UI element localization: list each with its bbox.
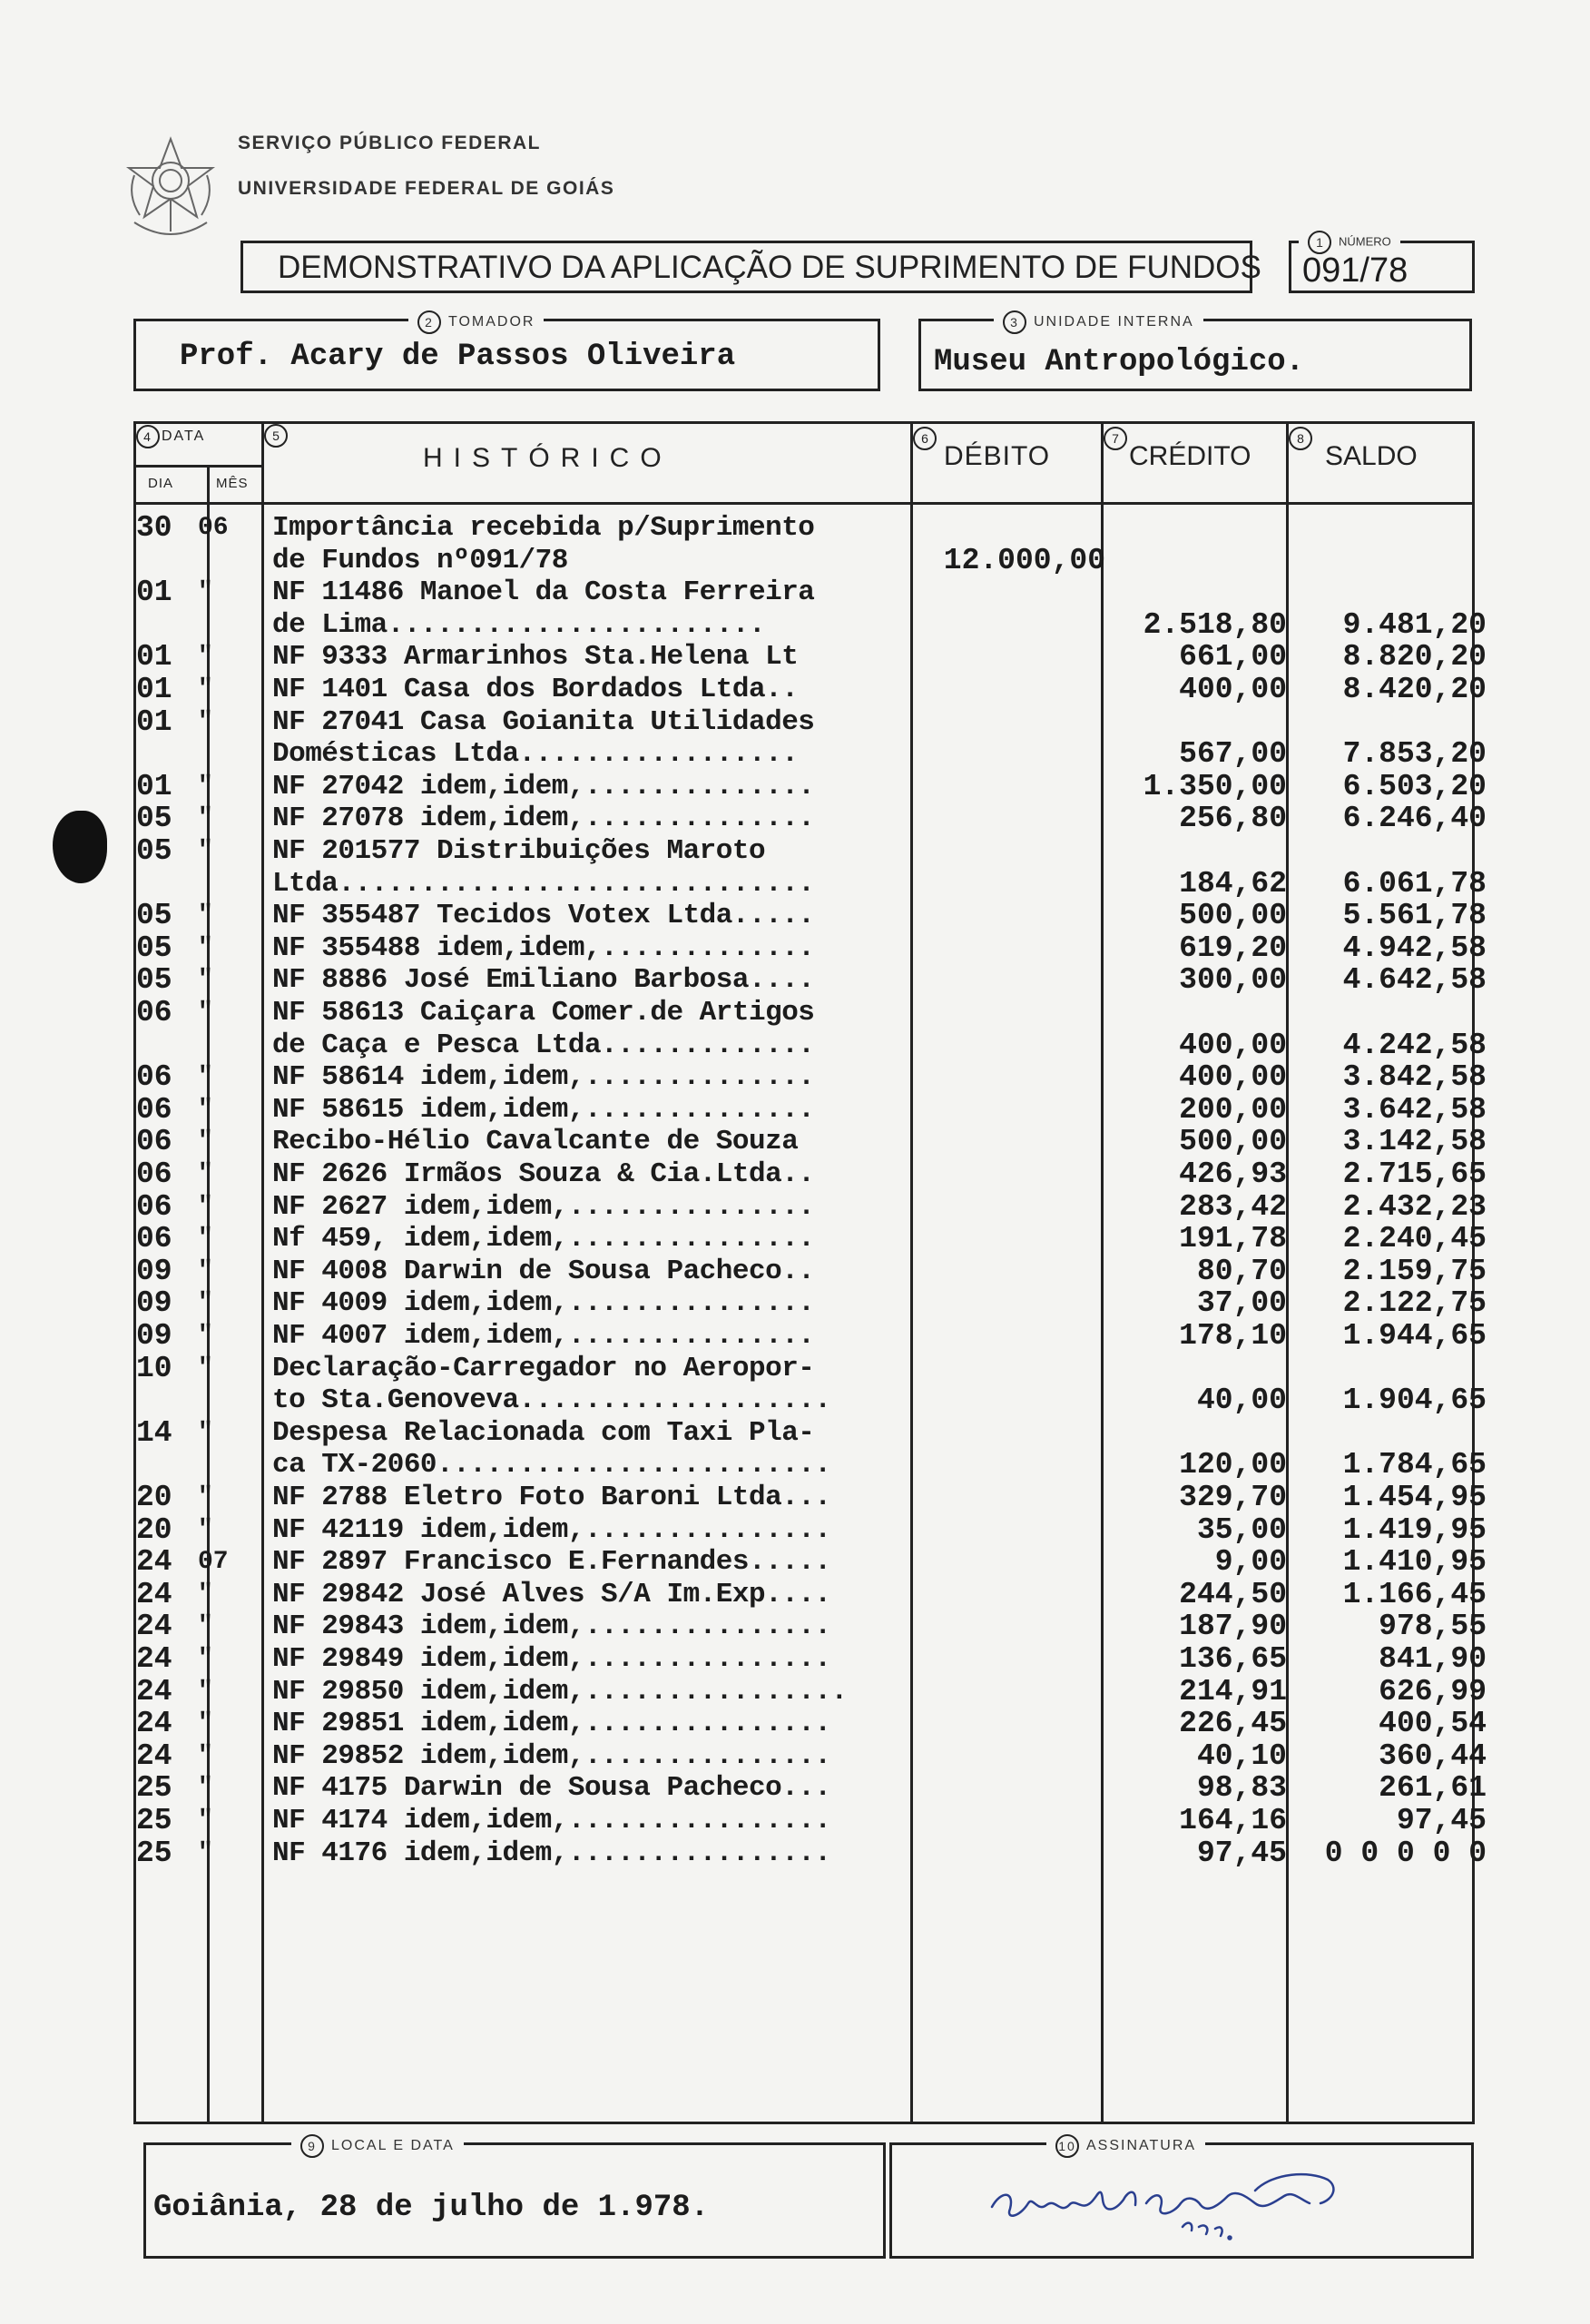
row-dia: 14 [136,1416,172,1450]
field-number-badge: 5 [264,424,288,448]
row-saldo: 5.561,78 [1342,899,1487,932]
row-mes: " [198,1774,213,1802]
field-number-badge: 9 [300,2134,324,2158]
unidade-value: Museu Antropológico. [934,345,1305,379]
row-credito: 2.518,80 [1143,608,1287,642]
row-historico: NF 4174 idem,idem,................ [272,1806,831,1837]
row-dia: 09 [136,1255,172,1288]
row-mes: " [198,1709,213,1738]
row-dia: 09 [136,1286,172,1320]
row-mes: " [198,578,213,606]
row-saldo: 2.715,65 [1342,1157,1487,1191]
row-dia: 06 [136,1157,172,1191]
row-dia: 24 [136,1739,172,1773]
row-saldo: 1.454,95 [1342,1481,1487,1514]
row-mes: " [198,966,213,994]
row-credito: 9,00 [1214,1545,1287,1579]
row-dia: 06 [136,1125,172,1158]
col-header-badge-5 [264,424,295,448]
row-historico: NF 4175 Darwin de Sousa Pacheco... [272,1773,831,1804]
row-mes: " [198,999,213,1027]
row-credito: 35,00 [1196,1513,1287,1547]
row-mes: 07 [198,1548,229,1576]
row-mes: " [198,1063,213,1091]
row-credito: 329,70 [1179,1481,1287,1514]
row-credito: 187,90 [1179,1610,1287,1643]
row-historico: Ltda............................. [272,869,815,900]
row-mes: " [198,1354,213,1383]
row-historico: NF 58615 idem,idem,.............. [272,1095,815,1126]
row-historico: NF 2626 Irmãos Souza & Cia.Ltda.. [272,1159,815,1190]
hole-punch-mark [53,811,107,883]
row-credito: 619,20 [1179,931,1287,965]
row-credito: 400,00 [1179,673,1287,706]
row-mes: " [198,901,213,930]
row-credito: 661,00 [1179,640,1287,674]
numero-value: 091/78 [1302,251,1408,290]
row-mes: " [198,1322,213,1350]
row-historico: NF 4008 Darwin de Sousa Pacheco.. [272,1256,815,1287]
row-historico: NF 355487 Tecidos Votex Ltda..... [272,901,815,931]
row-historico: NF 27042 idem,idem,.............. [272,772,815,803]
row-saldo: 2.432,23 [1342,1190,1487,1224]
row-saldo: 9.481,20 [1342,608,1487,642]
row-saldo: 3.142,58 [1342,1125,1487,1158]
row-historico: NF 9333 Armarinhos Sta.Helena Lt [272,642,799,673]
row-dia: 01 [136,576,172,609]
row-mes: " [198,804,213,832]
row-historico: Importância recebida p/Suprimento [272,513,815,544]
field-number-badge: 8 [1289,427,1312,450]
row-dia: 20 [136,1481,172,1514]
row-credito: 1.350,00 [1143,770,1287,803]
row-historico: Declaração-Carregador no Aeropor- [272,1354,815,1384]
coat-of-arms-seal [116,132,225,250]
row-historico: NF 2897 Francisco E.Fernandes..... [272,1547,831,1578]
unidade-label: UNIDADE INTERNA [1034,314,1194,330]
row-dia: 01 [136,640,172,674]
row-historico: ca TX-2060........................ [272,1450,831,1481]
row-saldo: 626,99 [1379,1675,1487,1709]
row-credito: 97,45 [1196,1837,1287,1870]
row-dia: 25 [136,1837,172,1870]
row-dia: 05 [136,802,172,835]
row-credito: 226,45 [1179,1707,1287,1740]
row-credito: 184,62 [1179,867,1287,901]
col-header-debito-label: DÉBITO [944,441,1051,471]
row-mes: " [198,1128,213,1156]
row-dia: 24 [136,1545,172,1579]
row-saldo: 8.820,20 [1342,640,1487,674]
row-credito: 37,00 [1196,1286,1287,1320]
row-dia: 01 [136,673,172,706]
row-saldo: 2.159,75 [1342,1255,1487,1288]
col-divider-date-hist [261,421,264,2124]
col-header-dia: DIA [148,476,174,491]
row-credito: 500,00 [1179,1125,1287,1158]
row-saldo: 261,61 [1379,1771,1487,1805]
row-saldo: 841,90 [1379,1642,1487,1676]
row-mes: " [198,708,213,736]
handwritten-signature [983,2163,1400,2254]
row-mes: " [198,773,213,801]
row-mes: " [198,1839,213,1867]
row-historico: de Lima....................... [272,610,766,641]
row-historico: NF 1401 Casa dos Bordados Ltda.. [272,675,799,705]
col-header-saldo-label: SALDO [1325,441,1418,471]
row-saldo: 1.410,95 [1342,1545,1487,1579]
row-credito: 256,80 [1179,802,1287,835]
row-historico: NF 29849 idem,idem,............... [272,1644,831,1675]
row-saldo: 6.061,78 [1342,867,1487,901]
row-credito: 300,00 [1179,963,1287,997]
row-dia: 01 [136,705,172,739]
row-credito: 98,83 [1196,1771,1287,1805]
row-saldo: 978,55 [1379,1610,1487,1643]
row-historico: NF 29852 idem,idem,............... [272,1741,831,1772]
field-number-badge: 1 [1308,231,1331,254]
row-saldo: 2.122,75 [1342,1286,1487,1320]
row-dia: 05 [136,834,172,868]
local-data-value: Goiânia, 28 de julho de 1.978. [153,2191,710,2225]
row-historico: Despesa Relacionada com Taxi Pla- [272,1418,815,1449]
row-historico: Recibo-Hélio Cavalcante de Souza [272,1127,799,1157]
tomador-value: Prof. Acary de Passos Oliveira [180,340,736,374]
row-saldo: 4.642,58 [1342,963,1487,997]
row-credito: 200,00 [1179,1093,1287,1127]
row-dia: 25 [136,1804,172,1837]
row-historico: NF 4007 idem,idem,............... [272,1321,815,1352]
row-saldo: 2.240,45 [1342,1222,1487,1256]
row-dia: 05 [136,931,172,965]
row-mes: " [198,643,213,671]
row-mes: " [198,1678,213,1706]
row-historico: NF 2788 Eletro Foto Baroni Ltda... [272,1482,831,1513]
row-credito: 80,70 [1196,1255,1287,1288]
row-debito: 12.000,00 [943,544,1105,577]
row-dia: 06 [136,996,172,1029]
row-historico: NF 29842 José Alves S/A Im.Exp.... [272,1580,831,1610]
row-credito: 191,78 [1179,1222,1287,1256]
row-mes: " [198,1742,213,1770]
row-saldo: 97,45 [1396,1804,1487,1837]
row-dia: 06 [136,1190,172,1224]
row-historico: NF 29850 idem,idem,................ [272,1677,848,1708]
row-historico: NF 58613 Caiçara Comer.de Artigos [272,998,815,1029]
row-saldo: 400,54 [1379,1707,1487,1740]
field-number-badge: 6 [913,427,937,450]
row-credito: 244,50 [1179,1578,1287,1611]
row-mes: " [198,1807,213,1835]
row-historico: to Sta.Genoveva................... [272,1385,831,1416]
row-mes: " [198,1257,213,1285]
row-credito: 178,10 [1179,1319,1287,1353]
row-dia: 01 [136,770,172,803]
row-mes: " [198,1419,213,1447]
row-saldo: 7.853,20 [1342,737,1487,771]
row-mes: 06 [198,514,229,542]
row-mes: " [198,1483,213,1512]
table-header-divider [133,502,1475,505]
row-historico: Domésticas Ltda................. [272,739,799,770]
numero-label: NÚMERO [1339,234,1391,249]
field-number-badge: 4 [136,425,160,448]
row-historico: Nf 459, idem,idem,............... [272,1224,815,1255]
row-historico: NF 4176 idem,idem,................ [272,1838,831,1869]
row-mes: " [198,1289,213,1317]
row-mes: " [198,1160,213,1188]
row-dia: 20 [136,1513,172,1547]
row-dia: 24 [136,1642,172,1676]
header-university-line: UNIVERSIDADE FEDERAL DE GOIÁS [238,178,615,199]
row-dia: 24 [136,1675,172,1709]
col-divider-debito-credito [1101,421,1104,2124]
row-dia: 09 [136,1319,172,1353]
tomador-label: TOMADOR [448,314,535,330]
row-dia: 10 [136,1352,172,1385]
row-saldo: 1.784,65 [1342,1448,1487,1482]
row-historico: NF 11486 Manoel da Costa Ferreira [272,577,815,608]
row-mes: " [198,934,213,962]
row-historico: NF 355488 idem,idem,............. [272,933,815,964]
row-credito: 500,00 [1179,899,1287,932]
row-historico: NF 29843 idem,idem,............... [272,1611,831,1642]
row-saldo: 1.166,45 [1342,1578,1487,1611]
row-credito: 400,00 [1179,1029,1287,1062]
row-dia: 25 [136,1771,172,1805]
document-title-box [240,241,1261,293]
row-dia: 05 [136,963,172,997]
document-title: DEMONSTRATIVO DA APLICAÇÃO DE SUPRIMENTO DE FUNDOS [278,250,1261,285]
row-saldo: 6.503,20 [1342,770,1487,803]
row-credito: 567,00 [1179,737,1287,771]
row-saldo: 4.942,58 [1342,931,1487,965]
col-header-saldo [1289,427,1418,471]
row-historico: de Fundos nº091/78 [272,546,568,576]
col-header-data [136,425,205,448]
row-dia: 06 [136,1093,172,1127]
row-saldo: 6.246,40 [1342,802,1487,835]
row-historico: NF 8886 José Emiliano Barbosa.... [272,965,815,996]
row-mes: " [198,1225,213,1253]
row-mes: " [198,1581,213,1609]
row-mes: " [198,1645,213,1673]
row-saldo: 4.242,58 [1342,1029,1487,1062]
row-historico: NF 2627 idem,idem,............... [272,1192,815,1223]
row-credito: 136,65 [1179,1642,1287,1676]
row-saldo: 8.420,20 [1342,673,1487,706]
row-mes: " [198,1096,213,1124]
row-saldo: 1.419,95 [1342,1513,1487,1547]
row-historico: NF 27078 idem,idem,.............. [272,803,815,834]
row-dia: 24 [136,1578,172,1611]
col-header-historico: HISTÓRICO [423,443,672,473]
assinatura-label: ASSINATURA [1086,2138,1197,2154]
row-saldo: 3.642,58 [1342,1093,1487,1127]
row-dia: 30 [136,511,172,545]
row-historico: de Caça e Pesca Ltda............. [272,1030,815,1061]
row-historico: NF 4009 idem,idem,............... [272,1288,815,1319]
field-number-badge: 10 [1055,2134,1079,2158]
row-saldo: 3.842,58 [1342,1060,1487,1094]
row-credito: 214,91 [1179,1675,1287,1709]
row-credito: 40,00 [1196,1384,1287,1417]
row-saldo: 360,44 [1379,1739,1487,1773]
col-header-data-label: DATA [162,428,206,445]
row-credito: 40,10 [1196,1739,1287,1773]
local-data-label: LOCAL E DATA [331,2138,455,2154]
row-credito: 400,00 [1179,1060,1287,1094]
row-historico: NF 58614 idem,idem,.............. [272,1062,815,1093]
unidade-box [918,314,1472,391]
numero-box [1289,234,1475,293]
row-dia: 06 [136,1222,172,1256]
row-dia: 06 [136,1060,172,1094]
row-credito: 426,93 [1179,1157,1287,1191]
col-header-debito [913,427,1051,471]
row-historico: NF 42119 idem,idem,............... [272,1515,831,1546]
row-historico: NF 29851 idem,idem,............... [272,1709,831,1739]
row-dia: 24 [136,1707,172,1740]
header-service-line: SERVIÇO PÚBLICO FEDERAL [238,133,541,153]
col-header-credito-label: CRÉDITO [1129,441,1251,471]
field-number-badge: 2 [417,310,441,334]
row-credito: 283,42 [1179,1190,1287,1224]
row-historico: NF 27041 Casa Goianita Utilidades [272,707,815,738]
row-credito: 164,16 [1179,1804,1287,1837]
col-header-mes: MÊS [216,476,249,491]
local-data-box [143,2138,886,2259]
row-dia: 05 [136,899,172,932]
field-number-badge: 7 [1104,427,1127,450]
row-dia: 24 [136,1610,172,1643]
field-number-badge: 3 [1003,310,1026,334]
row-mes: " [198,837,213,865]
data-subheader-divider [133,465,263,468]
row-credito: 120,00 [1179,1448,1287,1482]
row-mes: " [198,1193,213,1221]
row-historico: NF 201577 Distribuições Maroto [272,836,766,867]
row-saldo: 1.944,65 [1342,1319,1487,1353]
row-mes: " [198,1516,213,1544]
row-saldo: 1.904,65 [1342,1384,1487,1417]
assinatura-box [889,2138,1474,2259]
col-header-credito [1104,427,1251,471]
row-mes: " [198,675,213,704]
tomador-box [133,314,880,391]
row-saldo: 0 0 0 0 0 [1324,1837,1487,1870]
row-mes: " [198,1612,213,1640]
